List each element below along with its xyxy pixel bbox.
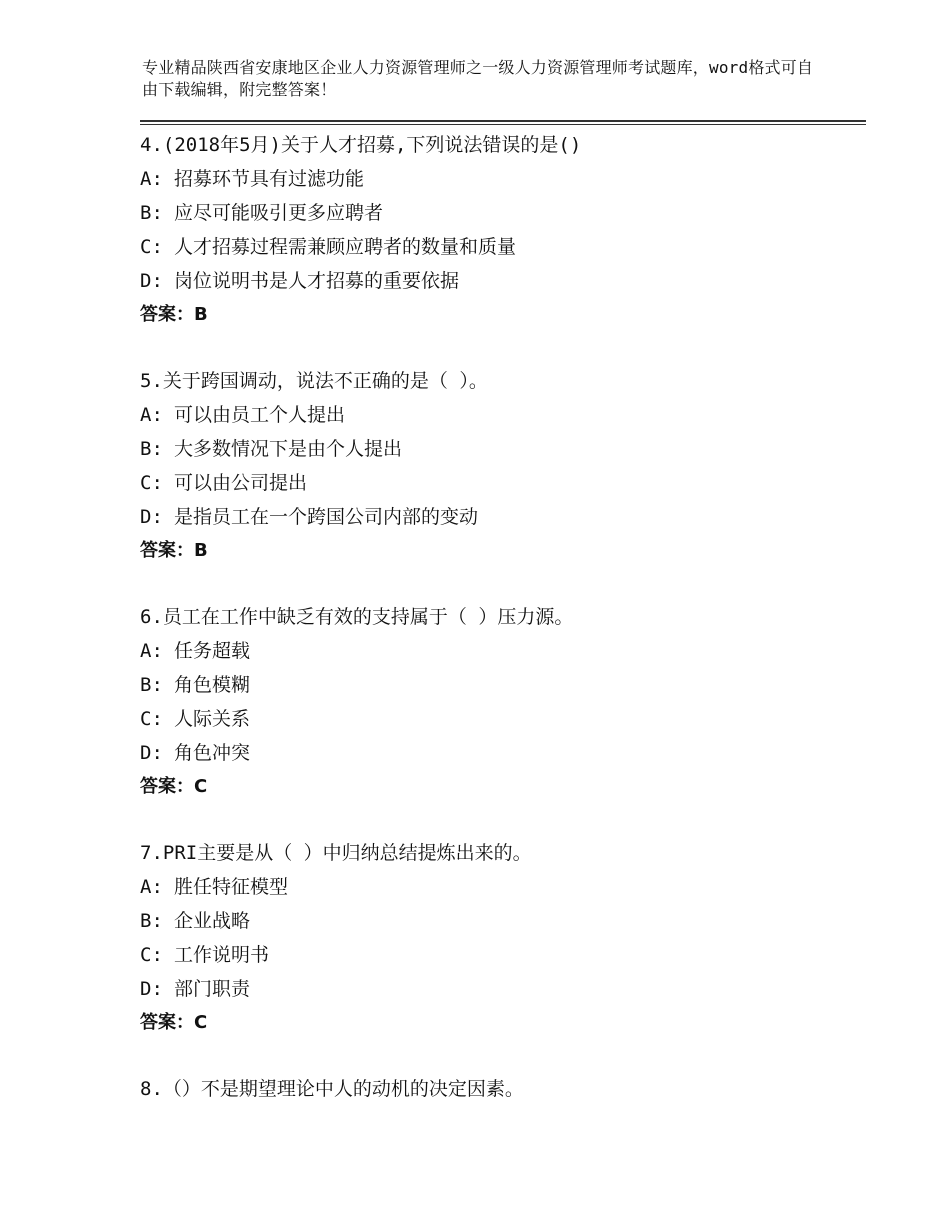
option-b — [140, 196, 866, 230]
option-c — [140, 702, 866, 736]
option-d — [140, 264, 866, 298]
option-text: 胜任特征模型 — [174, 876, 289, 898]
option-b — [140, 668, 866, 702]
option-d — [140, 972, 866, 1006]
document-header: 专业精品陕西省安康地区企业人力资源管理师之一级人力资源管理师考试题库，word格式可自由下载编辑，附完整答案！ — [142, 58, 814, 99]
option-letter: B: — [140, 202, 163, 224]
answer-line: 答案：C — [140, 776, 208, 797]
question-stem: 8.（）不是期望理论中人的动机的决定因素。 — [140, 1078, 524, 1100]
option-text: 可以由员工个人提出 — [174, 404, 346, 426]
option-letter: C: — [140, 236, 163, 258]
option-letter: A: — [140, 168, 163, 190]
option-letter: A: — [140, 404, 163, 426]
question-stem: 7.PRI主要是从（ ）中归纳总结提炼出来的。 — [140, 842, 532, 864]
question-4 — [140, 128, 866, 332]
option-c — [140, 230, 866, 264]
option-letter: D: — [140, 506, 163, 528]
option-text: 工作说明书 — [174, 944, 270, 966]
question-6 — [140, 600, 866, 804]
option-letter: C: — [140, 472, 163, 494]
option-c — [140, 466, 866, 500]
header-rule-thick — [140, 120, 866, 122]
header-rule-thin — [140, 124, 866, 125]
option-text: 是指员工在一个跨国公司内部的变动 — [174, 506, 479, 528]
option-text: 角色冲突 — [174, 742, 251, 764]
option-b — [140, 432, 866, 466]
option-text: 岗位说明书是人才招募的重要依据 — [174, 270, 460, 292]
option-letter: A: — [140, 640, 163, 662]
question-8 — [140, 1072, 866, 1106]
option-text: 任务超载 — [174, 640, 251, 662]
option-letter: B: — [140, 910, 163, 932]
option-letter: D: — [140, 742, 163, 764]
question-list — [140, 128, 866, 1138]
question-stem: 5.关于跨国调动，说法不正确的是（ ）。 — [140, 370, 488, 392]
option-a — [140, 870, 866, 904]
option-c — [140, 938, 866, 972]
option-d — [140, 736, 866, 770]
option-text: 应尽可能吸引更多应聘者 — [174, 202, 384, 224]
question-stem: 6.员工在工作中缺乏有效的支持属于（ ）压力源。 — [140, 606, 574, 628]
option-b — [140, 904, 866, 938]
option-d — [140, 500, 866, 534]
option-letter: C: — [140, 944, 163, 966]
option-text: 可以由公司提出 — [174, 472, 308, 494]
option-letter: A: — [140, 876, 163, 898]
option-letter: C: — [140, 708, 163, 730]
option-a — [140, 162, 866, 196]
option-text: 人才招募过程需兼顾应聘者的数量和质量 — [174, 236, 517, 258]
option-a — [140, 634, 866, 668]
option-letter: B: — [140, 674, 163, 696]
option-text: 部门职责 — [174, 978, 251, 1000]
option-text: 角色模糊 — [174, 674, 251, 696]
option-text: 大多数情况下是由个人提出 — [174, 438, 403, 460]
question-7 — [140, 836, 866, 1040]
question-5 — [140, 364, 866, 568]
option-a — [140, 398, 866, 432]
answer-line: 答案：B — [140, 540, 208, 561]
option-text: 人际关系 — [174, 708, 251, 730]
option-letter: D: — [140, 978, 163, 1000]
option-text: 企业战略 — [174, 910, 251, 932]
option-text: 招募环节具有过滤功能 — [174, 168, 365, 190]
option-letter: D: — [140, 270, 163, 292]
option-letter: B: — [140, 438, 163, 460]
question-stem: 4.(2018年5月)关于人才招募,下列说法错误的是() — [140, 134, 582, 156]
answer-line: 答案：B — [140, 304, 208, 325]
answer-line: 答案：C — [140, 1012, 208, 1033]
